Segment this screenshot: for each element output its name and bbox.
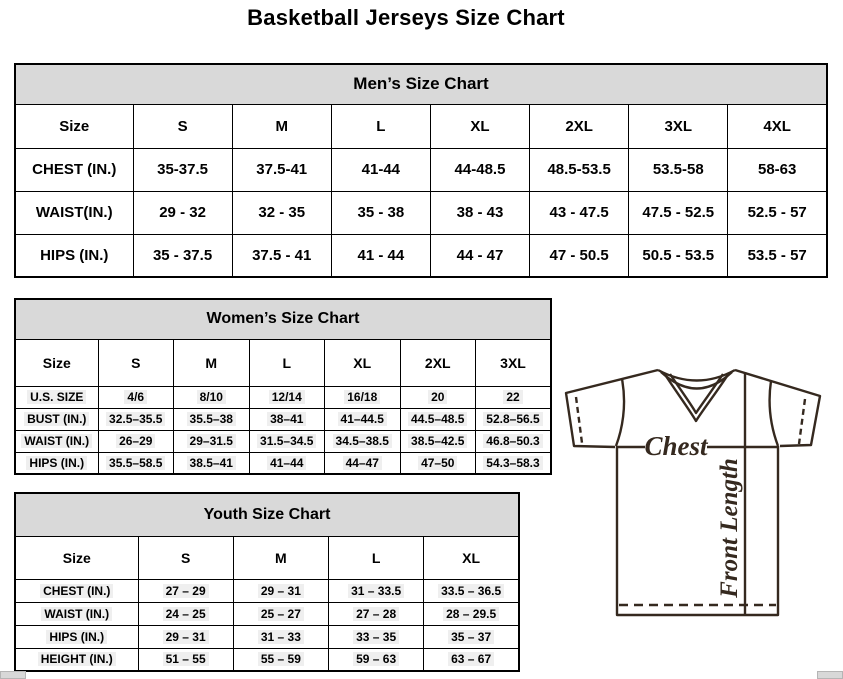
men-cell-0-3-text: 44-48.5 <box>454 161 506 178</box>
men-cell-1-4-text: 43 - 47.5 <box>549 204 609 221</box>
youth-table-title <box>15 493 519 536</box>
men-col-header-0 <box>15 104 133 148</box>
women-cell-0-2-text: 12/14 <box>269 390 305 404</box>
men-col-header-1-text: S <box>177 117 188 135</box>
men-col-header-3-text: L <box>376 117 386 135</box>
women-cell-2-3-text: 34.5–38.5 <box>333 434 392 448</box>
men-col-header-5 <box>530 104 629 148</box>
youth-col-header-0 <box>15 536 138 579</box>
women-cell-3-5-text: 54.3–58.3 <box>483 456 542 470</box>
youth-header-row <box>15 536 519 579</box>
youth-cell-1-2 <box>329 602 424 625</box>
women-cell-1-4 <box>400 408 476 430</box>
women-col-header-0-text: Size <box>42 354 71 371</box>
men-cell-0-2 <box>331 148 430 191</box>
women-cell-1-0 <box>98 408 174 430</box>
youth-col-header-1-text: S <box>180 549 191 566</box>
men-data-row-2 <box>15 234 827 277</box>
youth-data-row-3 <box>15 648 519 671</box>
men-col-header-2 <box>232 104 331 148</box>
youth-cell-2-0 <box>138 625 233 648</box>
mens-size-table <box>14 63 828 278</box>
women-cell-3-0-text: 35.5–58.5 <box>106 456 165 470</box>
youth-row-label-1 <box>15 602 138 625</box>
women-cell-2-5 <box>476 430 552 452</box>
youth-size-table <box>14 492 520 672</box>
women-col-header-2-text: M <box>205 354 218 371</box>
women-col-header-4-text: XL <box>353 354 372 371</box>
men-cell-2-3 <box>430 234 529 277</box>
youth-cell-3-2 <box>329 648 424 671</box>
women-data-row-1 <box>15 408 551 430</box>
men-cell-1-4 <box>530 191 629 234</box>
women-cell-2-1-text: 29–31.5 <box>187 434 236 448</box>
men-cell-2-5-text: 50.5 - 53.5 <box>642 246 715 264</box>
youth-cell-3-0 <box>138 648 233 671</box>
men-cell-2-6-text: 53.5 - 57 <box>747 246 807 264</box>
scrollbar-fragment-right[interactable] <box>817 671 843 679</box>
youth-cell-0-0 <box>138 579 233 602</box>
men-cell-2-3-text: 44 - 47 <box>456 246 504 264</box>
youth-table-title-text: Youth Size Chart <box>203 505 331 523</box>
men-cell-0-5 <box>629 148 728 191</box>
women-cell-0-5 <box>476 386 552 408</box>
youth-data-row-1 <box>15 602 519 625</box>
youth-cell-1-2-text: 27 – 28 <box>353 607 399 621</box>
men-cell-0-0 <box>133 148 232 191</box>
youth-row-label-0-text: CHEST (IN.) <box>40 584 113 598</box>
men-col-header-6-text: 3XL <box>664 117 693 135</box>
women-row-label-2 <box>15 430 98 452</box>
men-cell-0-0-text: 35-37.5 <box>157 161 208 178</box>
men-cell-0-1 <box>232 148 331 191</box>
women-row-label-1-text: BUST (IN.) <box>24 412 89 426</box>
women-cell-0-1-text: 8/10 <box>197 390 226 404</box>
women-cell-3-4 <box>400 452 476 474</box>
jersey-body <box>617 446 778 615</box>
youth-table-title-row <box>15 493 519 536</box>
women-cell-1-2 <box>249 408 325 430</box>
youth-cell-0-2 <box>329 579 424 602</box>
women-cell-3-1 <box>174 452 250 474</box>
men-cell-1-2 <box>331 191 430 234</box>
women-table-title <box>15 299 551 339</box>
youth-row-label-3 <box>15 648 138 671</box>
chest-label: Chest <box>644 431 708 461</box>
jersey-left-armhole-seam <box>616 379 624 446</box>
youth-row-label-1-text: WAIST (IN.) <box>41 607 112 621</box>
women-cell-3-4-text: 47–50 <box>418 456 457 470</box>
men-row-label-0-text: CHEST (IN.) <box>32 161 117 178</box>
page-title: Basketball Jerseys Size Chart <box>247 5 565 30</box>
women-cell-3-0 <box>98 452 174 474</box>
youth-cell-0-0-text: 27 – 29 <box>163 584 209 598</box>
men-col-header-1 <box>133 104 232 148</box>
men-table-title-text: Men’s Size Chart <box>353 74 489 94</box>
women-cell-1-4-text: 44.5–48.5 <box>408 412 467 426</box>
women-cell-1-3-text: 41–44.5 <box>338 412 387 426</box>
women-col-header-5-text: 2XL <box>424 354 451 371</box>
women-cell-2-3 <box>325 430 401 452</box>
youth-col-header-0-text: Size <box>62 549 91 566</box>
men-col-header-3 <box>331 104 430 148</box>
women-data-row-3 <box>15 452 551 474</box>
men-cell-2-6 <box>728 234 827 277</box>
men-col-header-0-text: Size <box>59 117 90 135</box>
women-cell-2-0 <box>98 430 174 452</box>
men-cell-2-4 <box>530 234 629 277</box>
women-row-label-1 <box>15 408 98 430</box>
men-cell-0-3 <box>430 148 529 191</box>
men-cell-1-3 <box>430 191 529 234</box>
men-cell-1-0 <box>133 191 232 234</box>
youth-data-row-2 <box>15 625 519 648</box>
youth-cell-3-2-text: 59 – 63 <box>353 652 399 666</box>
youth-cell-2-2 <box>329 625 424 648</box>
womens-size-table <box>14 298 552 475</box>
jersey-measurement-diagram <box>553 358 843 630</box>
women-cell-3-2-text: 41–44 <box>267 456 306 470</box>
men-cell-1-6-text: 52.5 - 57 <box>747 204 807 221</box>
youth-cell-0-1-text: 29 – 31 <box>258 584 304 598</box>
men-row-label-1-text: WAIST(IN.) <box>35 204 113 221</box>
scrollbar-fragment-left[interactable] <box>0 671 26 679</box>
men-cell-2-1-text: 37.5 - 41 <box>252 246 312 264</box>
men-cell-0-6-text: 58-63 <box>757 161 797 178</box>
men-col-header-4-text: XL <box>470 117 490 135</box>
youth-cell-0-3-text: 33.5 – 36.5 <box>438 584 504 598</box>
youth-col-header-2-text: M <box>275 549 287 566</box>
men-col-header-7 <box>728 104 827 148</box>
men-cell-0-4-text: 48.5-53.5 <box>547 161 611 178</box>
men-cell-1-0-text: 29 - 32 <box>159 204 206 221</box>
women-table-title-text: Women’s Size Chart <box>206 310 360 328</box>
youth-cell-0-1 <box>233 579 328 602</box>
youth-col-header-4-text: XL <box>462 549 481 566</box>
jersey-right-cuff-stitch <box>799 399 805 444</box>
women-col-header-1 <box>98 339 174 386</box>
women-cell-2-5-text: 46.8–50.3 <box>483 434 542 448</box>
men-table-title <box>15 64 827 104</box>
men-table-title-row <box>15 64 827 104</box>
women-cell-2-2-text: 31.5–34.5 <box>257 434 316 448</box>
youth-cell-3-0-text: 51 – 55 <box>163 652 209 666</box>
men-col-header-2-text: M <box>275 117 288 135</box>
youth-col-header-4 <box>424 536 519 579</box>
youth-col-header-2 <box>233 536 328 579</box>
youth-row-label-2-text: HIPS (IN.) <box>46 630 107 644</box>
women-cell-3-3-text: 44–47 <box>343 456 382 470</box>
men-row-label-2-text: HIPS (IN.) <box>40 246 109 264</box>
women-cell-0-4-text: 20 <box>428 390 447 404</box>
men-cell-2-4-text: 47 - 50.5 <box>549 246 609 264</box>
men-cell-0-2-text: 41-44 <box>361 161 401 178</box>
youth-data-row-0 <box>15 579 519 602</box>
men-cell-1-1 <box>232 191 331 234</box>
women-cell-2-2 <box>249 430 325 452</box>
men-row-label-2 <box>15 234 133 277</box>
women-col-header-6 <box>476 339 552 386</box>
men-data-row-0 <box>15 148 827 191</box>
women-cell-1-2-text: 38–41 <box>267 412 306 426</box>
jersey-right-armhole-seam <box>770 381 778 446</box>
youth-col-header-3 <box>329 536 424 579</box>
youth-cell-2-1 <box>233 625 328 648</box>
men-col-header-7-text: 4XL <box>763 117 791 135</box>
women-col-header-1-text: S <box>131 354 141 371</box>
women-table-title-row <box>15 299 551 339</box>
women-cell-1-5 <box>476 408 552 430</box>
women-cell-0-2 <box>249 386 325 408</box>
women-data-row-0 <box>15 386 551 408</box>
youth-cell-3-3 <box>424 648 519 671</box>
men-row-label-1 <box>15 191 133 234</box>
youth-cell-3-1-text: 55 – 59 <box>258 652 304 666</box>
men-cell-2-0 <box>133 234 232 277</box>
men-col-header-6 <box>629 104 728 148</box>
women-cell-0-3-text: 16/18 <box>344 390 380 404</box>
youth-cell-2-3-text: 35 – 37 <box>448 630 494 644</box>
women-row-label-2-text: WAIST (IN.) <box>21 434 92 448</box>
youth-row-label-2 <box>15 625 138 648</box>
youth-cell-0-3 <box>424 579 519 602</box>
women-cell-0-1 <box>174 386 250 408</box>
youth-cell-1-1 <box>233 602 328 625</box>
women-col-header-6-text: 3XL <box>500 354 526 371</box>
women-cell-3-5 <box>476 452 552 474</box>
men-cell-2-1 <box>232 234 331 277</box>
men-cell-0-1-text: 37.5-41 <box>256 161 308 178</box>
youth-cell-3-3-text: 63 – 67 <box>448 652 494 666</box>
youth-col-header-1 <box>138 536 233 579</box>
youth-cell-2-2-text: 33 – 35 <box>353 630 399 644</box>
youth-row-label-3-text: HEIGHT (IN.) <box>38 652 116 666</box>
men-header-row <box>15 104 827 148</box>
men-cell-2-2 <box>331 234 430 277</box>
men-cell-2-0-text: 35 - 37.5 <box>152 246 213 264</box>
women-col-header-5 <box>400 339 476 386</box>
women-cell-2-0-text: 26–29 <box>116 434 155 448</box>
front-length-label: Front Length <box>716 458 743 598</box>
women-cell-2-4 <box>400 430 476 452</box>
women-header-row <box>15 339 551 386</box>
youth-col-header-3-text: L <box>371 549 381 566</box>
youth-cell-1-3 <box>424 602 519 625</box>
men-cell-1-5 <box>629 191 728 234</box>
men-cell-1-6 <box>728 191 827 234</box>
women-col-header-4 <box>325 339 401 386</box>
youth-cell-1-1-text: 25 – 27 <box>258 607 304 621</box>
women-col-header-3 <box>249 339 325 386</box>
youth-cell-3-1 <box>233 648 328 671</box>
youth-cell-2-1-text: 31 – 33 <box>258 630 304 644</box>
women-cell-1-1-text: 35.5–38 <box>187 412 236 426</box>
jersey-left-cuff-stitch <box>576 397 582 443</box>
women-cell-3-1-text: 38.5–41 <box>187 456 236 470</box>
youth-cell-2-0-text: 29 – 31 <box>163 630 209 644</box>
women-cell-1-0-text: 32.5–35.5 <box>106 412 165 426</box>
men-cell-2-2-text: 41 - 44 <box>357 246 405 264</box>
women-cell-2-1 <box>174 430 250 452</box>
men-cell-1-3-text: 38 - 43 <box>456 204 504 221</box>
women-cell-3-2 <box>249 452 325 474</box>
women-cell-0-3 <box>325 386 401 408</box>
youth-cell-1-0-text: 24 – 25 <box>163 607 209 621</box>
youth-row-label-0 <box>15 579 138 602</box>
women-col-header-3-text: L <box>282 354 292 371</box>
jersey-right-sleeve <box>735 370 820 446</box>
men-cell-0-4 <box>530 148 629 191</box>
women-col-header-0 <box>15 339 98 386</box>
men-row-label-0 <box>15 148 133 191</box>
women-data-row-2 <box>15 430 551 452</box>
women-cell-2-4-text: 38.5–42.5 <box>408 434 467 448</box>
youth-cell-2-3 <box>424 625 519 648</box>
women-cell-1-5-text: 52.8–56.5 <box>483 412 542 426</box>
men-col-header-4 <box>430 104 529 148</box>
men-cell-0-6 <box>728 148 827 191</box>
youth-cell-1-3-text: 28 – 29.5 <box>443 607 499 621</box>
men-col-header-5-text: 2XL <box>565 117 593 135</box>
men-cell-0-5-text: 53.5-58 <box>652 161 704 178</box>
men-data-row-1 <box>15 191 827 234</box>
women-row-label-3 <box>15 452 98 474</box>
women-row-label-3-text: HIPS (IN.) <box>26 456 87 470</box>
men-cell-1-2-text: 35 - 38 <box>357 204 405 221</box>
men-cell-1-5-text: 47.5 - 52.5 <box>642 204 715 221</box>
women-cell-1-1 <box>174 408 250 430</box>
youth-cell-0-2-text: 31 – 33.5 <box>348 584 404 598</box>
women-cell-3-3 <box>325 452 401 474</box>
women-cell-0-5-text: 22 <box>503 390 522 404</box>
women-cell-0-0 <box>98 386 174 408</box>
women-cell-0-0-text: 4/6 <box>124 390 147 404</box>
women-row-label-0 <box>15 386 98 408</box>
men-cell-2-5 <box>629 234 728 277</box>
men-cell-1-1-text: 32 - 35 <box>258 204 306 221</box>
youth-cell-1-0 <box>138 602 233 625</box>
women-row-label-0-text: U.S. SIZE <box>27 390 86 404</box>
women-cell-0-4 <box>400 386 476 408</box>
women-cell-1-3 <box>325 408 401 430</box>
women-col-header-2 <box>174 339 250 386</box>
